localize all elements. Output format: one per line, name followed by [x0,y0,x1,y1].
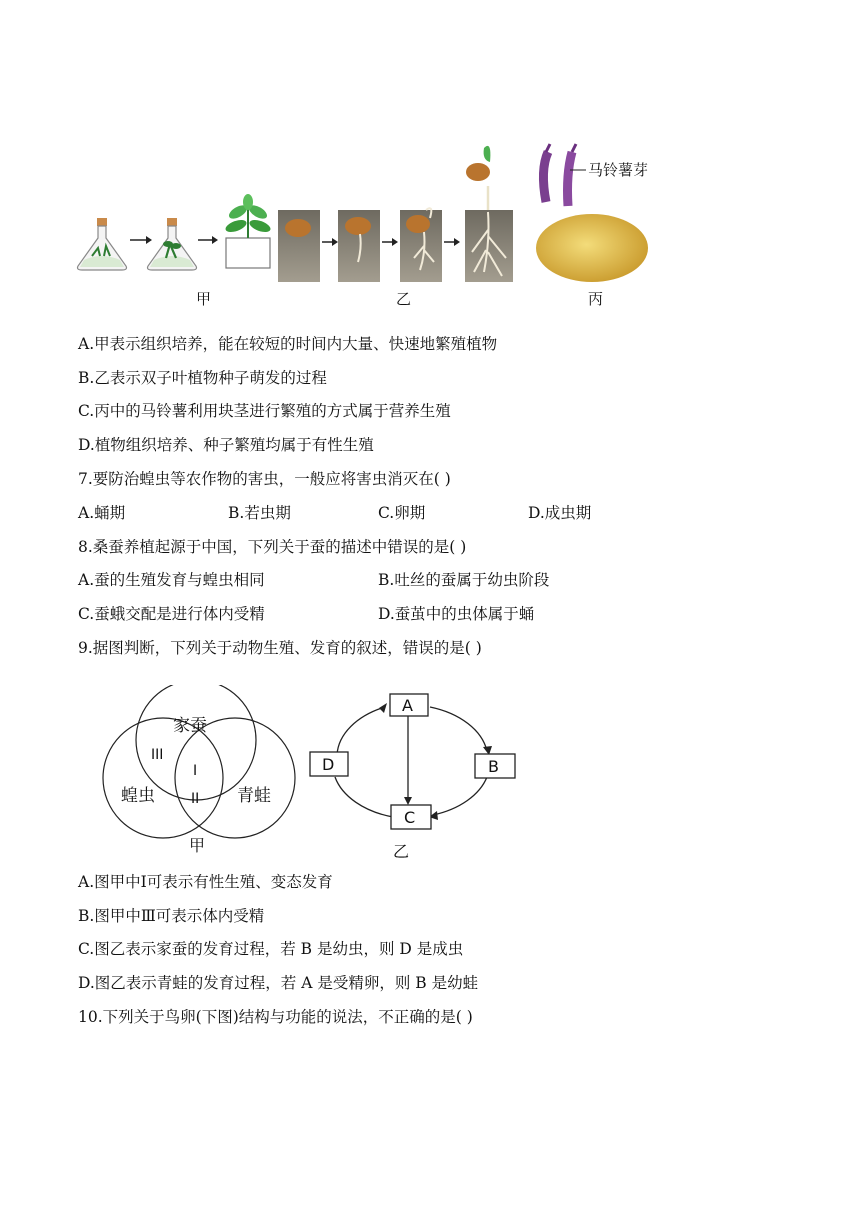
cycle-label-c: C [404,808,416,827]
q7-option-a: A.蛹期 [78,504,126,522]
venn-region-3: III [151,747,164,763]
flask-1-icon [78,218,127,270]
q9-option-c: C.图乙表示家蚕的发育过程，若 B 是幼虫，则 D 是成虫 [78,940,464,958]
arrow-icon [444,238,460,246]
q10-stem: 10.下列关于鸟卵(下图)结构与功能的说法，不正确的是( ) [78,1008,473,1026]
q9-option-a: A.图甲中Ⅰ可表示有性生殖、变态发育 [78,873,333,891]
potted-plant-icon [224,194,272,268]
arrow-icon [382,238,398,246]
q8-option-c: C.蚕蛾交配是进行体内受精 [78,605,265,623]
seed-stage-2-icon [338,210,380,282]
venn-region-2: II [191,791,200,807]
arrow-icon [198,236,218,244]
venn-label-frog: 青蛙 [237,786,271,806]
arrow-icon [379,703,387,713]
q7-option-d: D.成虫期 [528,504,592,522]
q9-option-d: D.图乙表示青蛙的发育过程，若 A 是受精卵，则 B 是幼蛙 [78,974,479,992]
q6-option-c: C.丙中的马铃薯利用块茎进行繁殖的方式属于营养生殖 [78,402,451,420]
venn-circle-silkworm [136,685,256,800]
venn-diagram [103,685,295,838]
cycle-label-d: D [322,755,335,774]
q7-option-b: B.若虫期 [228,504,291,522]
q9-stem: 9.据图判断，下列关于动物生殖、发育的叙述，错误的是( ) [78,639,482,657]
q6-option-b: B.乙表示双子叶植物种子萌发的过程 [78,369,327,387]
caption-bing: 丙 [588,290,604,308]
cycle-label-a: A [402,696,413,715]
cycle-label-b: B [488,757,499,776]
venn-circle-locust [103,718,223,838]
seed-stage-3-icon [400,208,442,282]
q7-option-c: C.卵期 [378,504,426,522]
caption-jia: 甲 [196,290,212,308]
venn-region-1: I [193,763,198,779]
q6-option-d: D.植物组织培养、种子繁殖均属于有性生殖 [78,436,374,454]
q8-stem: 8.桑蚕养植起源于中国，下列关于蚕的描述中错误的是( ) [78,538,467,556]
caption-yi-2: 乙 [393,842,410,861]
arrow-icon [322,238,338,246]
q6-option-a: A.甲表示组织培养，能在较短的时间内大量、快速地繁殖植物 [78,335,498,353]
potato-sprout-label: 马铃薯芽 [588,161,649,179]
venn-label-locust: 蝗虫 [121,786,155,806]
flask-2-icon [148,218,197,270]
figure-venn-and-cycle [95,685,535,865]
q7-stem: 7.要防治蝗虫等农作物的害虫，一般应将害虫消灭在( ) [78,470,451,488]
seed-stage-4-icon [465,146,513,282]
arrow-icon [404,797,412,805]
seed-stage-1-icon [278,210,320,282]
venn-label-silkworm: 家蚕 [173,716,207,736]
figure-propagation [70,140,670,315]
q8-option-a: A.蚕的生殖发育与蝗虫相同 [78,571,265,589]
q8-option-b: B.吐丝的蚕属于幼虫阶段 [378,571,550,589]
caption-yi: 乙 [396,290,412,308]
caption-jia-2: 甲 [189,836,206,855]
arrow-icon [130,236,152,244]
q8-option-d: D.蚕茧中的虫体属于蛹 [378,605,535,623]
q9-option-b: B.图甲中Ⅲ可表示体内受精 [78,907,265,925]
